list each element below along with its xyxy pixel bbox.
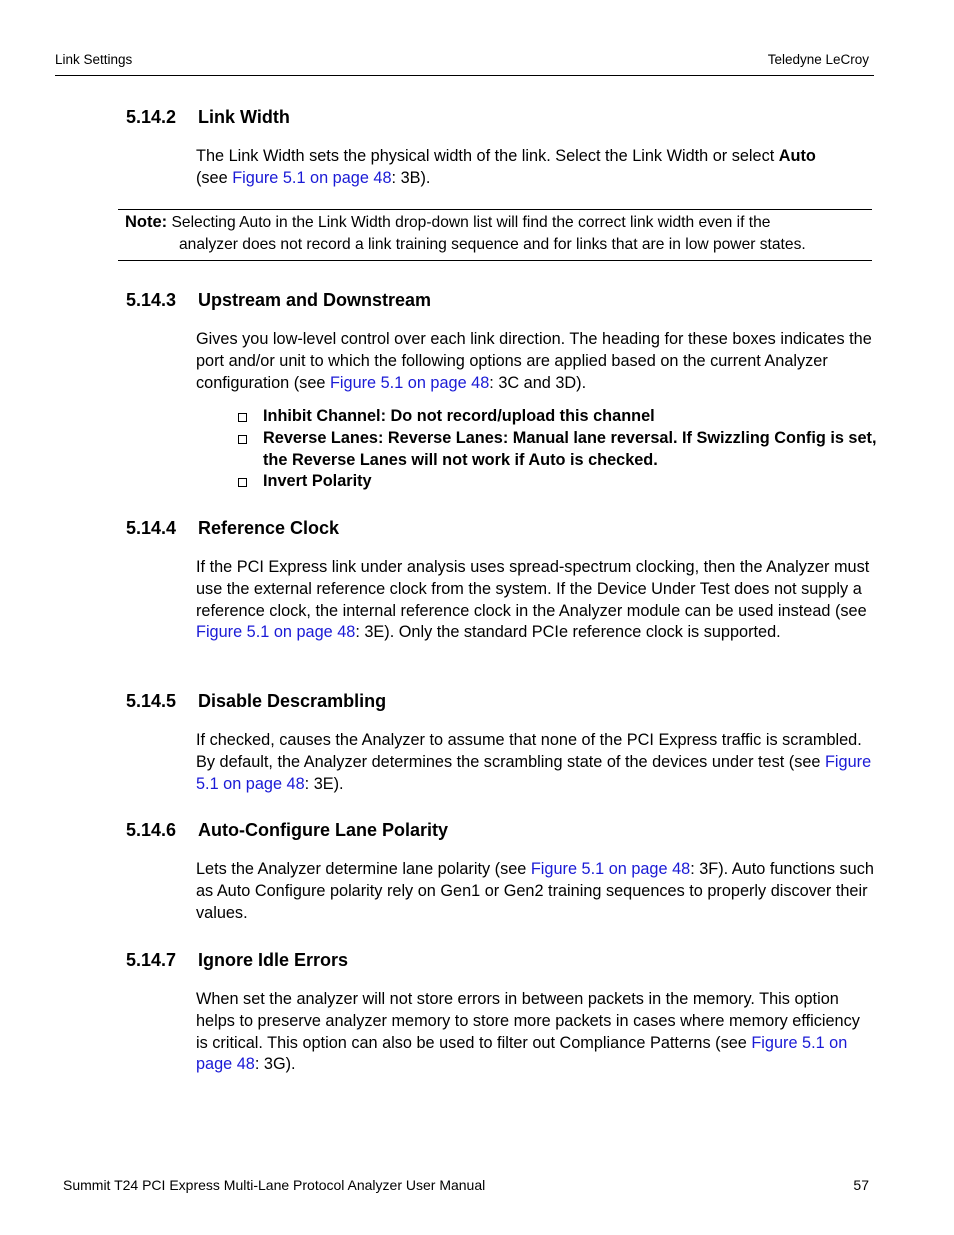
figure-link[interactable]: Figure 5.1 on page 48 (232, 168, 392, 187)
paragraph-text: : 3E). Only the standard PCIe reference clock is supported. (355, 623, 781, 642)
paragraph-text: : 3F). Auto functions such as Auto Configure polarity rely on Gen1 or Gen2 training sequences to properly discover their values. (196, 860, 874, 922)
heading-link-width (126, 107, 290, 128)
footer-manual-title: Summit T24 PCI Express Multi-Lane Protocol Analyzer User Manual (63, 1177, 486, 1193)
paragraph-reference-clock (196, 557, 874, 644)
paragraph-bold-text: Auto (778, 147, 816, 165)
section-title: Upstream and Downstream (198, 290, 432, 310)
section-number: 5.14.2 (126, 107, 177, 127)
heading-reference-clock (126, 518, 339, 539)
section-number: 5.14.3 (126, 290, 177, 310)
page-number: 57 (853, 1177, 869, 1193)
section-title: Auto-Configure Lane Polarity (198, 820, 449, 840)
figure-link[interactable]: Figure 5.1 on page 48 (196, 623, 356, 642)
checkbox-bullet-icon (238, 435, 247, 444)
paragraph-upstream-downstream (196, 329, 874, 394)
note-top-rule (118, 209, 872, 210)
section-title: Ignore Idle Errors (198, 950, 349, 970)
list-item (237, 428, 877, 472)
paragraph-text: If the PCI Express link under analysis uses spread-spectrum clocking, then the Analyzer must use the external reference clock from the system. If the Device Under Test does not supply a reference clock, the internal reference clock in the Analyzer module can be used instead (see (196, 558, 870, 620)
paragraph-text: Lets the Analyzer determine lane polarity (see (196, 860, 531, 878)
paragraph-link-width (196, 146, 874, 190)
section-number: 5.14.6 (126, 820, 177, 840)
section-title: Reference Clock (198, 518, 340, 538)
running-header-company: Teledyne LeCroy (767, 52, 869, 67)
list-item-text: Inhibit Channel: Do not record/upload this channel (263, 407, 655, 425)
paragraph-auto-configure-lane-polarity (196, 859, 874, 924)
figure-link[interactable]: Figure 5.1 on page 48 (196, 1033, 848, 1074)
note-text: Selecting Auto in the Link Width drop-down list will find the correct link width even if the (167, 214, 771, 231)
paragraph-text: : 3E). (304, 774, 344, 793)
figure-link[interactable]: Figure 5.1 on page 48 (329, 373, 490, 392)
section-number: 5.14.7 (126, 950, 177, 970)
paragraph-text: (see (196, 168, 233, 187)
header-divider (55, 75, 874, 76)
heading-upstream-downstream (126, 290, 431, 311)
note-bottom-rule (118, 260, 872, 261)
list-item-text: Invert Polarity (263, 472, 372, 491)
list-item (237, 471, 877, 493)
checkbox-bullet-icon (238, 413, 247, 422)
paragraph-text: When set the analyzer will not store errors in between packets in the memory. This option helps to preserve analyzer memory to store more packets in cases where memory efficiency is critical. This option can also be used to filter out Compliance Patterns (see (196, 990, 860, 1052)
heading-auto-configure-lane-polarity (126, 820, 448, 841)
heading-ignore-idle-errors (126, 950, 348, 971)
paragraph-text: Gives you low-level control over each link direction. The heading for these boxes indicates the port and/or unit to which the following options are applied based on the current Analyzer configuration (see (196, 330, 872, 392)
paragraph-text: If checked, causes the Analyzer to assume that none of the PCI Express traffic is scrambled. By default, the Analyzer determines the scrambling state of the devices under test (see (196, 731, 862, 771)
paragraph-text: : 3G). (254, 1055, 296, 1074)
paragraph-text: The Link Width sets the physical width of the link. Select the Link Width or select (196, 147, 779, 165)
paragraph-disable-descrambling (196, 730, 874, 795)
paragraph-ignore-idle-errors (196, 989, 874, 1076)
section-title: Disable Descrambling (198, 691, 387, 711)
figure-link[interactable]: Figure 5.1 on page 48 (530, 860, 691, 878)
section-title: Link Width (198, 107, 290, 127)
running-header-section: Link Settings (55, 52, 133, 67)
list-item (237, 406, 877, 428)
figure-link[interactable]: Figure 5.1 on page 48 (196, 752, 872, 793)
section-number: 5.14.4 (126, 518, 177, 538)
checkbox-bullet-icon (238, 478, 247, 487)
paragraph-text: : 3B). (391, 168, 431, 187)
note-box (125, 211, 870, 256)
section-number: 5.14.5 (126, 691, 177, 711)
note-label: Note: (125, 213, 168, 231)
paragraph-text: : 3C and 3D). (489, 373, 587, 392)
heading-disable-descrambling (126, 691, 386, 712)
options-list (237, 406, 877, 493)
list-item-text: Reverse Lanes: Reverse Lanes: Manual lane reversal. If Swizzling Config is set, the Reverse Lanes will not work if Auto is checked. (263, 428, 877, 469)
note-text-continued: analyzer does not record a link training sequence and for links that are in low power states. (179, 236, 806, 253)
